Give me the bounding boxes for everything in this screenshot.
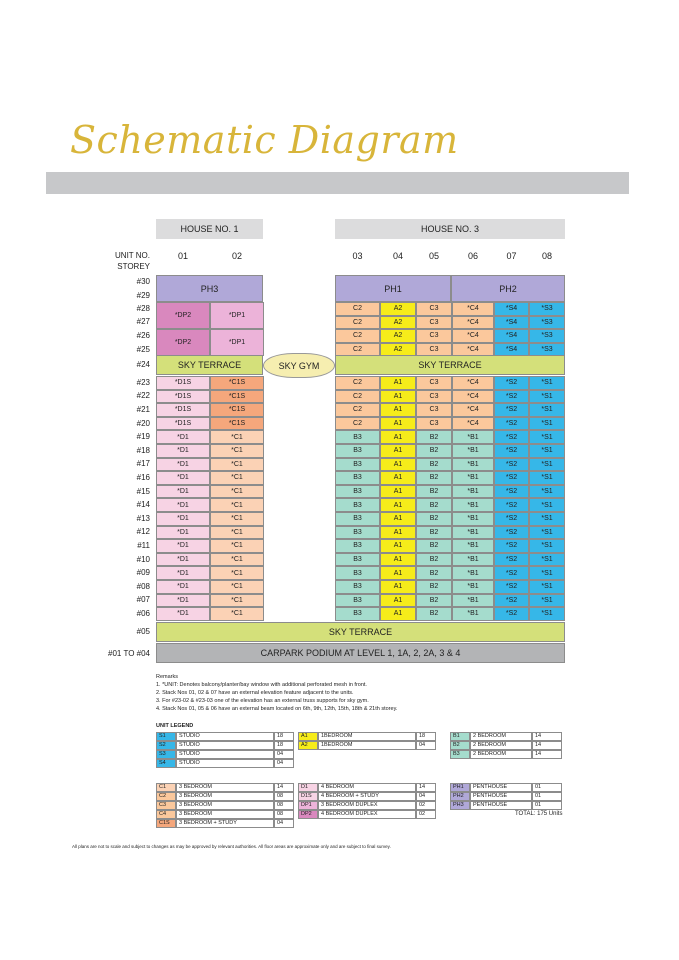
legend-type: 3 BEDROOM	[176, 792, 274, 801]
unit-cell: B2	[416, 566, 452, 580]
unit-cell: A1	[380, 526, 416, 540]
unit-cell: *S3	[529, 329, 565, 343]
unit-cell: *D1	[156, 580, 210, 594]
unit-cell: A1	[380, 498, 416, 512]
unit-cell: *S1	[529, 444, 565, 458]
unit-cell: B3	[335, 566, 380, 580]
unit-cell: *S4	[494, 343, 529, 357]
unit-cell: *D1S	[156, 390, 210, 404]
storey-label-item: #07	[136, 595, 150, 605]
carpark-podium: CARPARK PODIUM AT LEVEL 1, 1A, 2, 2A, 3 & 4	[156, 643, 565, 663]
remarks-title: Remarks	[156, 674, 179, 680]
legend-count: 04	[274, 819, 294, 828]
unit-cell: *S4	[494, 329, 529, 343]
unit-cell: *C1S	[210, 417, 264, 431]
unit-cell: *S2	[494, 580, 529, 594]
legend-count: 02	[416, 801, 436, 810]
legend-type: 4 BEDROOM	[318, 783, 416, 792]
unit-cell: *B1	[452, 458, 494, 472]
unit-cell: A2	[380, 343, 416, 357]
unit-cell: B2	[416, 444, 452, 458]
storey-label-item: #15	[136, 486, 150, 496]
unit-cell: *D1S	[156, 403, 210, 417]
unit-cell: *S4	[494, 316, 529, 330]
legend-count: 04	[274, 759, 294, 768]
legend-code: PH1	[450, 783, 470, 792]
unit-cell: *DP2	[156, 329, 210, 356]
unit-cell: C2	[335, 302, 380, 316]
unit-cell: *B1	[452, 553, 494, 567]
unit-cell: *C1	[210, 512, 264, 526]
storey-label-item: #01 TO #04	[108, 649, 150, 658]
unit-cell: *S3	[529, 343, 565, 357]
unit-cell: *S2	[494, 498, 529, 512]
legend-type: PENTHOUSE	[470, 783, 532, 792]
unit-cell: *S1	[529, 417, 565, 431]
unit-cell: *D1S	[156, 376, 210, 390]
unit-cell: *C1	[210, 444, 264, 458]
unit-cell: C2	[335, 376, 380, 390]
legend-code: D1	[298, 783, 318, 792]
unit-cell: *S1	[529, 485, 565, 499]
unit-cell: *D1	[156, 485, 210, 499]
unit-cell: B2	[416, 471, 452, 485]
unit-cell: *C1	[210, 471, 264, 485]
unit-cell: *C4	[452, 343, 494, 357]
unit-cell: *S1	[529, 539, 565, 553]
unit-cell: *S2	[494, 485, 529, 499]
unit-cell: *S1	[529, 594, 565, 608]
unit-cell: C2	[335, 343, 380, 357]
unit-cell: *S1	[529, 566, 565, 580]
unit-cell: *D1	[156, 498, 210, 512]
unit-cell: *D1	[156, 566, 210, 580]
legend-code: S4	[156, 759, 176, 768]
storey-label-item: #12	[136, 527, 150, 537]
unit-cell: A1	[380, 553, 416, 567]
legend-count: 14	[532, 741, 562, 750]
unit-cell: A1	[380, 485, 416, 499]
unit-cell: A2	[380, 329, 416, 343]
storey-label-item: #06	[136, 609, 150, 618]
legend-type: 2 BEDROOM	[470, 750, 532, 759]
unit-cell: B2	[416, 498, 452, 512]
unit-cell: B3	[335, 607, 380, 621]
unit-cell: *S2	[494, 390, 529, 404]
unit-cell: *S2	[494, 594, 529, 608]
unit-cell: *S2	[494, 471, 529, 485]
unit-cell: C3	[416, 403, 452, 417]
legend-type: 3 BEDROOM + STUDY	[176, 819, 274, 828]
unit-cell: *C1S	[210, 376, 264, 390]
unit-cell: *S2	[494, 376, 529, 390]
legend-count: 01	[532, 792, 562, 801]
unit-cell: *S1	[529, 512, 565, 526]
legend-count: 14	[274, 783, 294, 792]
unit-cell: *C1	[210, 580, 264, 594]
unit-cell: *B1	[452, 594, 494, 608]
unit-cell: *B1	[452, 580, 494, 594]
unit-cell: *DP2	[156, 302, 210, 329]
page-title: Schematic Diagram	[70, 118, 459, 162]
unit-header: 04	[392, 251, 403, 261]
unit-cell: *DP1	[210, 302, 264, 329]
unit-cell: *B1	[452, 512, 494, 526]
unit-cell: B3	[335, 553, 380, 567]
unit-cell: C3	[416, 302, 452, 316]
unit-cell: *C1	[210, 539, 264, 553]
legend-code: B2	[450, 741, 470, 750]
unit-cell: *C1	[210, 498, 264, 512]
legend-code: A2	[298, 741, 318, 750]
storey-label-item: #22	[136, 391, 150, 401]
unit-cell: C3	[416, 390, 452, 404]
unit-cell: *C4	[452, 329, 494, 343]
legend-type: 3 BEDROOM	[176, 783, 274, 792]
unit-cell: C3	[416, 343, 452, 357]
footnote: All plans are not to scale and subject to changes as may be approved by relevant authorities. All floor areas are approximate only and are subject to final survey.	[72, 844, 391, 849]
unit-cell: *S3	[529, 302, 565, 316]
storey-label-item: #21	[136, 405, 150, 414]
unit-cell: *C1	[210, 566, 264, 580]
legend-code: DP1	[298, 801, 318, 810]
unit-cell: *S1	[529, 403, 565, 417]
unit-cell: B3	[335, 580, 380, 594]
unit-cell: A1	[380, 512, 416, 526]
legend-type: PENTHOUSE	[470, 801, 532, 810]
unit-cell: B3	[335, 498, 380, 512]
unit-cell: *D1	[156, 471, 210, 485]
unit-cell: *C4	[452, 403, 494, 417]
legend-type: 3 BEDROOM DUPLEX	[318, 801, 416, 810]
penthouse-ph1: PH1	[335, 275, 451, 302]
unit-cell: A2	[380, 316, 416, 330]
unit-cell: A1	[380, 376, 416, 390]
remark-item: 4. Stack Nos 01, 05 & 06 have an external beam located on 6th, 9th, 12th, 15th, 18th & 21th storey.	[156, 706, 398, 712]
unit-cell: *S1	[529, 526, 565, 540]
storey-label-item: #14	[136, 500, 150, 510]
unit-cell: B2	[416, 580, 452, 594]
legend-type: 4 BEDROOM DUPLEX	[318, 810, 416, 819]
legend-code: B1	[450, 732, 470, 741]
legend-code: PH3	[450, 801, 470, 810]
unit-cell: *D1	[156, 458, 210, 472]
legend-count: 08	[274, 792, 294, 801]
unit-cell: *S1	[529, 430, 565, 444]
unit-cell: C2	[335, 403, 380, 417]
storey-label-item: #09	[136, 568, 150, 578]
unit-cell: *S2	[494, 526, 529, 540]
unit-header: 03	[352, 251, 363, 261]
unit-cell: C2	[335, 329, 380, 343]
legend-count: 04	[416, 792, 436, 801]
unit-cell: A1	[380, 566, 416, 580]
unit-cell: C3	[416, 316, 452, 330]
unit-cell: *B1	[452, 444, 494, 458]
unit-cell: B2	[416, 458, 452, 472]
legend-type: STUDIO	[176, 741, 274, 750]
legend-count: 18	[274, 741, 294, 750]
remark-item: 3. For #23-02 & #23-03 one of the elevation has an external truss supports for sky gym.	[156, 698, 369, 704]
unit-cell: *D1S	[156, 417, 210, 431]
unit-cell: *S2	[494, 553, 529, 567]
legend-code: C2	[156, 792, 176, 801]
unit-cell: A1	[380, 539, 416, 553]
legend-count: 18	[274, 732, 294, 741]
unit-cell: B2	[416, 553, 452, 567]
unit-cell: *S1	[529, 553, 565, 567]
penthouse-ph2: PH2	[451, 275, 565, 302]
storey-label-item: #24	[136, 360, 150, 369]
unit-cell: B3	[335, 458, 380, 472]
unit-cell: A1	[380, 607, 416, 621]
unit-cell: A1	[380, 471, 416, 485]
unit-cell: B3	[335, 526, 380, 540]
unit-cell: A1	[380, 580, 416, 594]
legend-code: PH2	[450, 792, 470, 801]
remark-item: 1. *UNIT: Denotes balcony/planter/bay window with additional perforated mesh in front.	[156, 682, 367, 688]
legend-type: 3 BEDROOM	[176, 801, 274, 810]
unit-cell: *S2	[494, 512, 529, 526]
unit-cell: *C1	[210, 526, 264, 540]
storey-label-item: #26	[136, 331, 150, 340]
legend-count: 08	[274, 801, 294, 810]
storey-label-item: #28	[136, 303, 150, 313]
legend-type: 2 BEDROOM	[470, 732, 532, 741]
unit-cell: *B1	[452, 566, 494, 580]
storey-label-item: #08	[136, 581, 150, 591]
unit-header: 06	[467, 251, 478, 261]
unit-cell: *B1	[452, 430, 494, 444]
legend-count: 01	[532, 783, 562, 792]
unit-cell: B2	[416, 526, 452, 540]
remark-item: 2. Stack Nos 01, 02 & 07 have an external elevation feature adjacent to the units.	[156, 690, 354, 696]
unit-no-label: UNIT NO.	[115, 251, 150, 260]
unit-cell: *S2	[494, 607, 529, 621]
penthouse-ph3: PH3	[156, 275, 263, 302]
legend-code: D1S	[298, 792, 318, 801]
unit-cell: B3	[335, 512, 380, 526]
unit-cell: B3	[335, 594, 380, 608]
legend-count: 18	[416, 732, 436, 741]
unit-cell: *S1	[529, 580, 565, 594]
legend-type: 4 BEDROOM + STUDY	[318, 792, 416, 801]
house-3-header: HOUSE NO. 3	[335, 219, 565, 239]
unit-cell: *B1	[452, 539, 494, 553]
unit-cell: B2	[416, 430, 452, 444]
unit-cell: *D1	[156, 512, 210, 526]
remarks	[156, 673, 397, 713]
unit-header: 01	[177, 251, 188, 261]
unit-header: 08	[541, 251, 552, 261]
storey-label-item: #27	[136, 317, 150, 327]
legend-type: 1BEDROOM	[318, 732, 416, 741]
legend-code: A1	[298, 732, 318, 741]
unit-cell: *C1	[210, 430, 264, 444]
unit-cell: A2	[380, 302, 416, 316]
sky-terrace-24-h3: SKY TERRACE	[335, 355, 565, 375]
legend-type: STUDIO	[176, 732, 274, 741]
legend-code: S3	[156, 750, 176, 759]
unit-cell: *S2	[494, 444, 529, 458]
legend-type: 2 BEDROOM	[470, 741, 532, 750]
storey-label-item: #30	[136, 276, 150, 286]
legend-title: UNIT LEGEND	[156, 723, 194, 729]
legend-type: STUDIO	[176, 759, 274, 768]
legend-type: 3 BEDROOM	[176, 810, 274, 819]
unit-cell: A1	[380, 594, 416, 608]
legend-count: 02	[416, 810, 436, 819]
storey-label-item: #16	[136, 473, 150, 482]
storey-label-item: #29	[136, 290, 150, 300]
unit-cell: *C1	[210, 485, 264, 499]
legend-count: 01	[532, 801, 562, 810]
unit-cell: A1	[380, 403, 416, 417]
storey-label-item: #05	[136, 627, 150, 636]
unit-cell: *B1	[452, 485, 494, 499]
unit-cell: *S2	[494, 403, 529, 417]
unit-cell: *D1	[156, 539, 210, 553]
unit-cell: *C4	[452, 302, 494, 316]
storey-label-item: #13	[136, 513, 150, 523]
unit-cell: *S1	[529, 498, 565, 512]
total-units: TOTAL: 175 Units	[515, 811, 563, 817]
unit-cell: *S1	[529, 607, 565, 621]
unit-cell: *D1	[156, 444, 210, 458]
unit-cell: B2	[416, 512, 452, 526]
unit-cell: *C1	[210, 553, 264, 567]
unit-cell: *S1	[529, 390, 565, 404]
unit-cell: *S2	[494, 417, 529, 431]
legend-code: DP2	[298, 810, 318, 819]
unit-cell: *B1	[452, 498, 494, 512]
unit-cell: *C4	[452, 390, 494, 404]
unit-cell: B2	[416, 539, 452, 553]
sky-terrace-24-h1: SKY TERRACE	[156, 355, 263, 375]
storey-label-item: #17	[136, 459, 150, 469]
unit-cell: C3	[416, 376, 452, 390]
unit-cell: *S2	[494, 539, 529, 553]
legend-count: 14	[532, 732, 562, 741]
unit-cell: B3	[335, 485, 380, 499]
house-1-header: HOUSE NO. 1	[156, 219, 263, 239]
legend-count: 04	[416, 741, 436, 750]
unit-cell: *D1	[156, 607, 210, 621]
unit-cell: *B1	[452, 607, 494, 621]
unit-cell: B2	[416, 485, 452, 499]
unit-cell: B3	[335, 430, 380, 444]
unit-cell: B2	[416, 594, 452, 608]
storey-label-item: #11	[137, 541, 150, 550]
unit-header: 05	[428, 251, 439, 261]
unit-cell: *S3	[529, 316, 565, 330]
unit-cell: *DP1	[210, 329, 264, 356]
unit-cell: *D1	[156, 594, 210, 608]
unit-cell: B3	[335, 444, 380, 458]
unit-cell: B2	[416, 607, 452, 621]
unit-cell: *D1	[156, 526, 210, 540]
legend-count: 14	[416, 783, 436, 792]
unit-cell: *S1	[529, 458, 565, 472]
unit-cell: *S1	[529, 471, 565, 485]
unit-cell: *S4	[494, 302, 529, 316]
unit-cell: C3	[416, 329, 452, 343]
title-band	[46, 172, 629, 194]
unit-header: 07	[506, 251, 517, 261]
unit-cell: A1	[380, 458, 416, 472]
storey-label: STOREY	[117, 262, 150, 271]
unit-cell: C2	[335, 390, 380, 404]
unit-cell: *C4	[452, 376, 494, 390]
unit-cell: A1	[380, 430, 416, 444]
unit-header: 02	[231, 251, 242, 261]
storey-label-item: #25	[136, 344, 150, 354]
legend-code: C1S	[156, 819, 176, 828]
legend-type: STUDIO	[176, 750, 274, 759]
legend-code: C4	[156, 810, 176, 819]
legend-type: 1BEDROOM	[318, 741, 416, 750]
unit-cell: *S2	[494, 458, 529, 472]
unit-cell: *C1	[210, 458, 264, 472]
unit-cell: *D1	[156, 553, 210, 567]
legend-count: 14	[532, 750, 562, 759]
unit-cell: *C4	[452, 316, 494, 330]
unit-cell: A1	[380, 390, 416, 404]
unit-cell: C2	[335, 316, 380, 330]
legend-code: S1	[156, 732, 176, 741]
legend-code: S2	[156, 741, 176, 750]
unit-cell: *C1	[210, 607, 264, 621]
unit-cell: C3	[416, 417, 452, 431]
storey-label-item: #18	[136, 445, 150, 455]
storey-label-item: #19	[136, 432, 150, 442]
unit-cell: *C1S	[210, 403, 264, 417]
legend-count: 08	[274, 810, 294, 819]
storey-label-item: #20	[136, 418, 150, 428]
unit-cell: *C1S	[210, 390, 264, 404]
legend-type: PENTHOUSE	[470, 792, 532, 801]
unit-cell: *S1	[529, 376, 565, 390]
storey-label-item: #10	[136, 554, 150, 564]
unit-cell: A1	[380, 444, 416, 458]
storey-label-item: #23	[136, 377, 150, 387]
unit-cell: B3	[335, 539, 380, 553]
legend-code: C1	[156, 783, 176, 792]
legend-count: 04	[274, 750, 294, 759]
unit-cell: C2	[335, 417, 380, 431]
legend-code: C3	[156, 801, 176, 810]
legend-code: B3	[450, 750, 470, 759]
unit-cell: *C4	[452, 417, 494, 431]
unit-cell: *S2	[494, 566, 529, 580]
unit-cell: *B1	[452, 471, 494, 485]
unit-cell: *S2	[494, 430, 529, 444]
unit-cell: B3	[335, 471, 380, 485]
sky-terrace-05: SKY TERRACE	[156, 622, 565, 642]
unit-cell: *B1	[452, 526, 494, 540]
sky-gym: SKY GYM	[263, 353, 335, 378]
unit-cell: *D1	[156, 430, 210, 444]
unit-cell: A1	[380, 417, 416, 431]
unit-cell: *C1	[210, 594, 264, 608]
